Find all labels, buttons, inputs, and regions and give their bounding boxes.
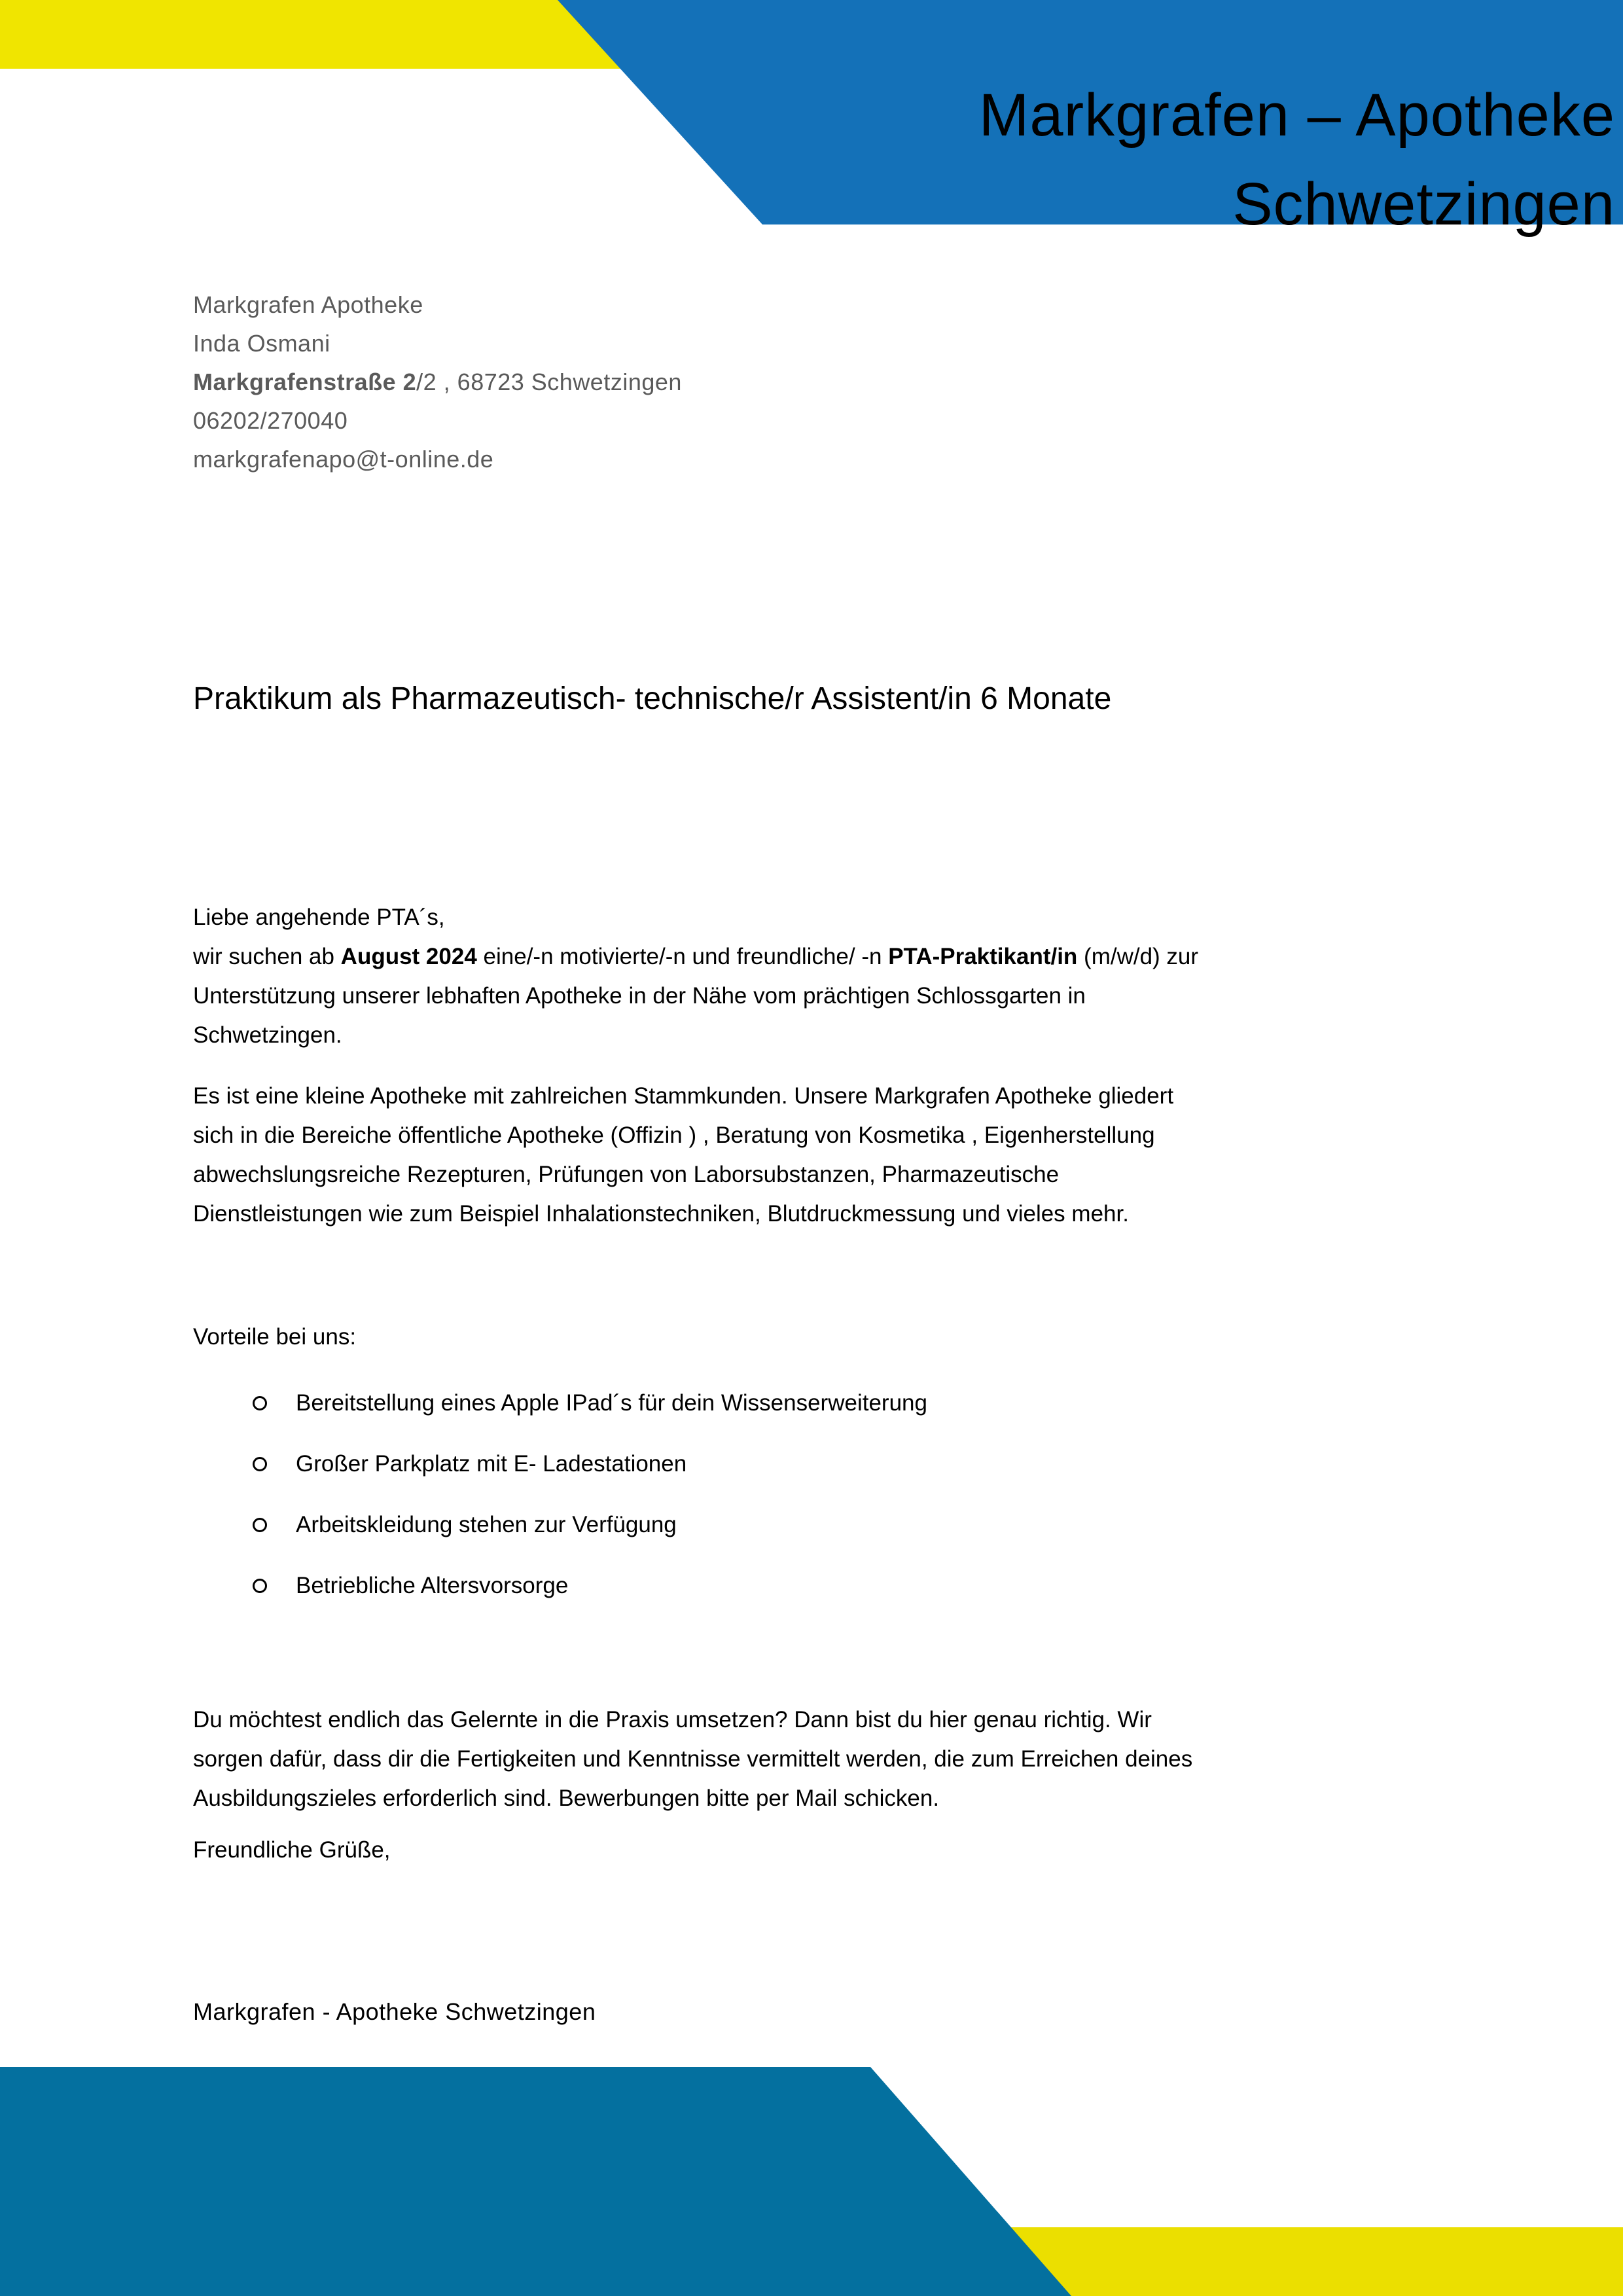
job-title: Praktikum als Pharmazeutisch- technische/r Assistent/in 6 Monate [193,681,1112,716]
text-segment: 06202/270040 [193,407,348,434]
footer-blue-banner [0,2067,1073,2296]
farewell-text: Freundliche Grüße, [193,1837,391,1863]
text-segment: sich in die Bereiche öffentliche Apotheke (Offizin ) , Beratung von Kosmetika , Eigenherstellung [193,1122,1155,1148]
bullet-circle-icon [253,1579,267,1593]
text-segment: Inda Osmani [193,330,330,357]
text-segment: Schwetzingen. [193,1022,342,1048]
text-segment: Unterstützung unserer lebhaften Apotheke in der Nähe vom prächtigen Schlossgarten in [193,983,1086,1009]
benefit-item [253,1390,927,1416]
pharmacy-title [589,71,1615,249]
text-segment: Markgrafenstraße 2 [193,368,417,395]
benefit-item [253,1573,927,1599]
benefit-item-label: Bereitstellung eines Apple IPad´s für dein Wissenserweiterung [296,1390,927,1416]
text-segment: eine/-n motivierte/-n und freundliche/ -n [476,944,889,969]
text-segment: wir suchen ab [193,944,341,969]
bullet-circle-icon [253,1396,267,1410]
signature-text: Markgrafen - Apotheke Schwetzingen [193,1998,596,2025]
benefit-item [253,1512,927,1538]
bullet-circle-icon [253,1518,267,1532]
text-segment: Markgrafen Apotheke [193,291,423,318]
text-segment: Dienstleistungen wie zum Beispiel Inhalationstechniken, Blutdruckmessung und vieles mehr. [193,1201,1129,1227]
benefit-item [253,1451,927,1477]
intro-paragraph [193,898,1198,1055]
text-segment: PTA-Praktikant/in [888,944,1078,969]
benefit-item-label: Großer Parkplatz mit E- Ladestationen [296,1451,687,1477]
text-segment: markgrafenapo@t-online.de [193,446,494,473]
benefit-item-label: Betriebliche Altersvorsorge [296,1573,569,1598]
contact-block [193,285,682,478]
text-segment: August 2024 [340,944,477,969]
pharmacy-title-line2: Schwetzingen [1232,171,1615,238]
text-segment: sorgen dafür, dass dir die Fertigkeiten und Kenntnisse vermittelt werden, die zum Erreichen deines [193,1746,1193,1772]
pharmacy-title-line1: Markgrafen – Apotheke [978,82,1615,149]
closing-paragraph [193,1700,1192,1818]
header-yellow-banner [0,0,628,69]
description-paragraph [193,1077,1173,1234]
text-segment: /2 , 68723 Schwetzingen [416,368,682,395]
benefits-heading: Vorteile bei uns: [193,1324,357,1350]
benefit-item-label: Arbeitskleidung stehen zur Verfügung [296,1512,677,1537]
text-segment: (m/w/d) zur [1077,944,1199,969]
text-segment: abwechslungsreiche Rezepturen, Prüfungen von Laborsubstanzen, Pharmazeutische [193,1162,1060,1187]
text-segment: Es ist eine kleine Apotheke mit zahlreichen Stammkunden. Unsere Markgrafen Apotheke gliedert [193,1083,1174,1109]
text-segment: Ausbildungszieles erforderlich sind. Bewerbungen bitte per Mail schicken. [193,1785,940,1811]
bullet-circle-icon [253,1457,267,1471]
text-segment: Du möchtest endlich das Gelernte in die Praxis umsetzen? Dann bist du hier genau richtig. Wir [193,1707,1152,1732]
benefits-list [253,1390,927,1634]
text-segment: Liebe angehende PTA´s, [193,905,445,930]
